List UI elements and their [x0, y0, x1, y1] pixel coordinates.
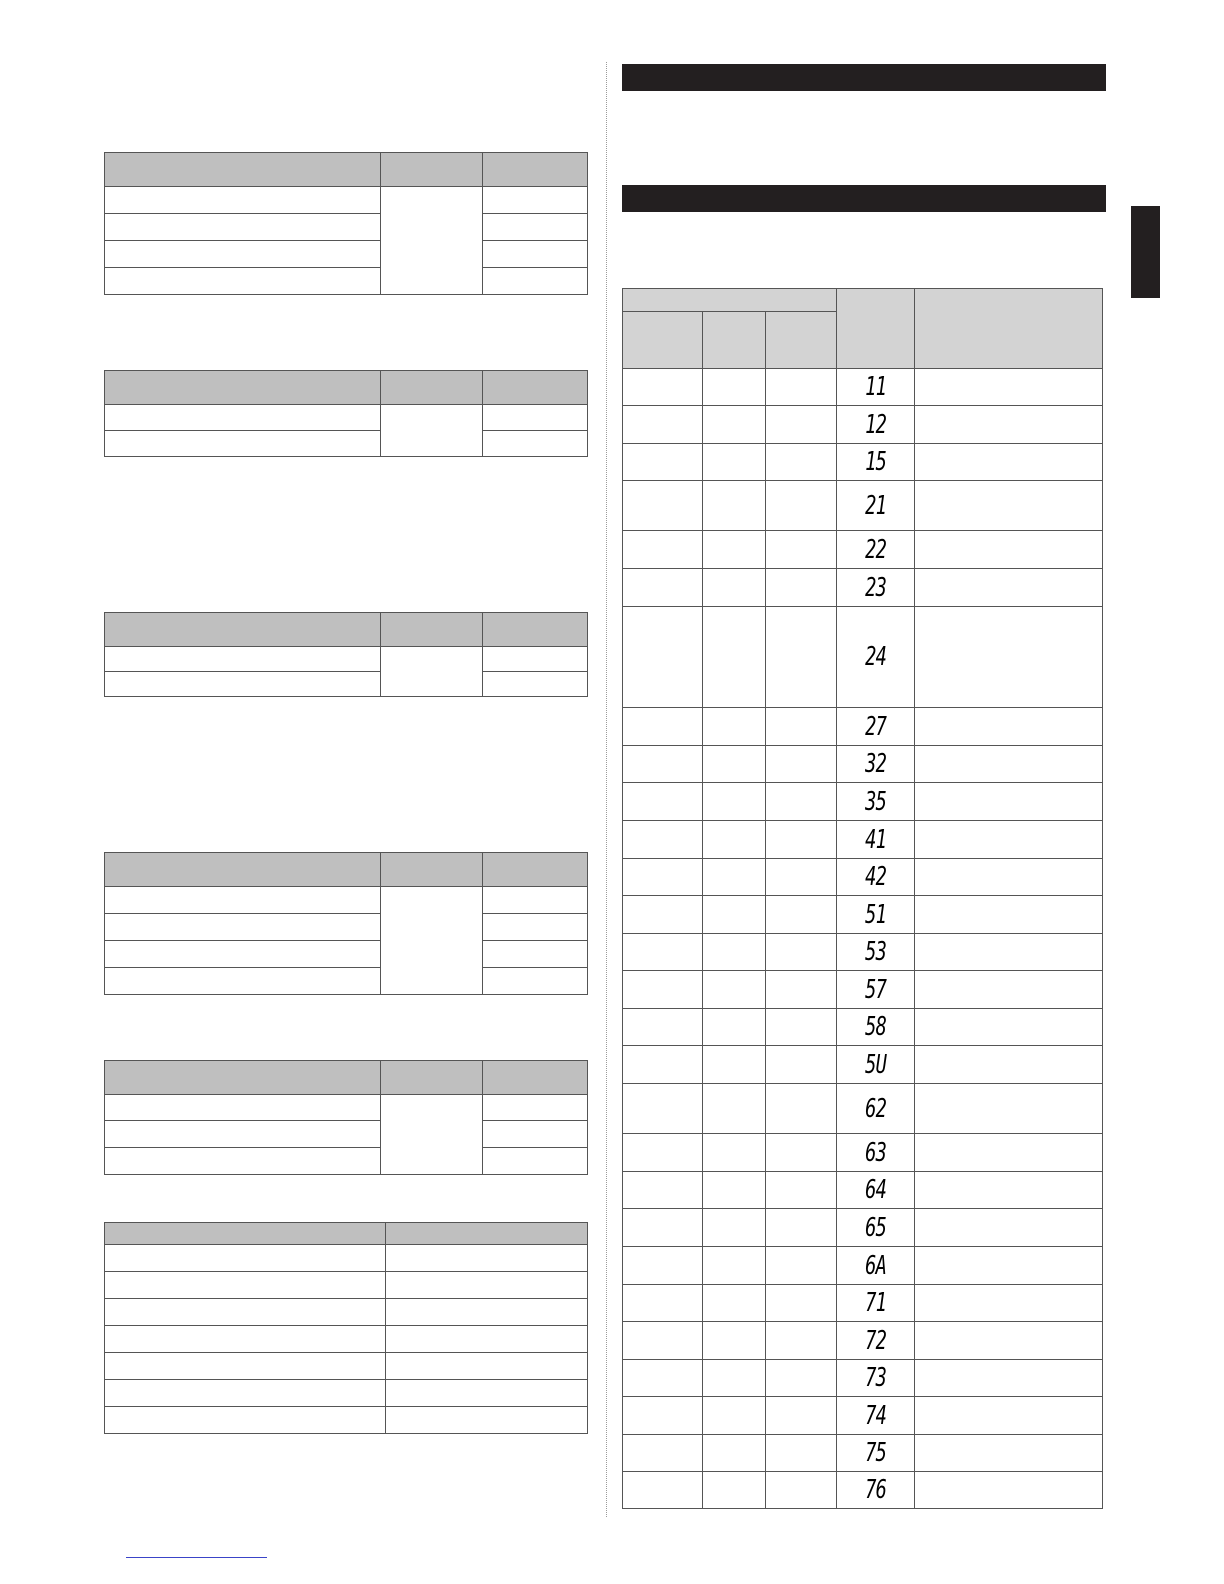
- table-row: [623, 1209, 1103, 1247]
- table-cell: [915, 1009, 1103, 1046]
- table-header-cell: [482, 1061, 587, 1095]
- error-code-cell: [837, 1172, 915, 1209]
- table-cell: [482, 1148, 587, 1175]
- section-heading-bar: [622, 64, 1106, 91]
- table-cell: [703, 1247, 766, 1285]
- table-cell: [703, 1322, 766, 1360]
- error-code: 76: [864, 1475, 887, 1505]
- table-cell: [623, 607, 703, 708]
- table-cell: [703, 607, 766, 708]
- table-cell: [915, 569, 1103, 607]
- table-cell: [105, 214, 381, 241]
- error-code: 12: [864, 409, 887, 440]
- error-code-cell: [837, 369, 915, 406]
- table-row: [623, 934, 1103, 971]
- error-code-cell: [837, 1285, 915, 1322]
- error-code-cell: [837, 569, 915, 607]
- table-cell: [766, 1209, 837, 1247]
- table-row: [623, 708, 1103, 746]
- table-cell: [703, 1397, 766, 1435]
- table-cell: [766, 531, 837, 569]
- error-code-cell: [837, 1472, 915, 1509]
- table-cell: [482, 968, 587, 995]
- table-cell: [703, 1134, 766, 1172]
- table-header-cell: [380, 613, 482, 647]
- table-cell: [766, 821, 837, 859]
- table-row: [623, 369, 1103, 406]
- table-cell: [105, 241, 381, 268]
- table-cell: [105, 431, 381, 457]
- table-row: [623, 783, 1103, 821]
- error-code-cell: [837, 1247, 915, 1285]
- table-cell: [623, 821, 703, 859]
- table-cell: [623, 1134, 703, 1172]
- error-code: 24: [864, 642, 887, 672]
- table-cell: [703, 1046, 766, 1084]
- table-cell: [915, 1322, 1103, 1360]
- table-row: [623, 406, 1103, 444]
- table-header-cell: [105, 153, 381, 187]
- table-cell: [105, 941, 381, 968]
- error-code-cell: [837, 481, 915, 531]
- table-cell: [766, 1435, 837, 1472]
- table-cell: [623, 708, 703, 746]
- table-cell: [915, 1046, 1103, 1084]
- table-cell: [623, 783, 703, 821]
- table-cell: [766, 783, 837, 821]
- table-row: [623, 1435, 1103, 1472]
- table-row: [623, 1285, 1103, 1322]
- error-code: 62: [864, 1093, 887, 1124]
- table-cell: [703, 746, 766, 783]
- table-cell: [766, 481, 837, 531]
- table-header-cell: [915, 289, 1103, 369]
- table-header-cell: [380, 153, 482, 187]
- table-header-cell: [623, 312, 703, 369]
- error-code: 22: [864, 534, 887, 565]
- error-code: 63: [864, 1137, 887, 1168]
- table-cell: [703, 821, 766, 859]
- table-cell: [766, 1134, 837, 1172]
- error-code: 71: [864, 1288, 887, 1318]
- table-cell: [105, 1326, 386, 1353]
- error-code: 58: [864, 1012, 887, 1042]
- table-cell: [766, 971, 837, 1009]
- error-code: 5U: [864, 1049, 887, 1080]
- table-cell: [703, 1472, 766, 1509]
- table-row: [623, 1084, 1103, 1134]
- error-code-cell: [837, 1397, 915, 1435]
- table-cell: [915, 531, 1103, 569]
- table-cell: [766, 607, 837, 708]
- table-cell: [105, 1299, 386, 1326]
- table-cell: [703, 406, 766, 444]
- error-code-cell: [837, 1084, 915, 1134]
- table-cell: [623, 1046, 703, 1084]
- table-cell: [766, 1172, 837, 1209]
- table-cell: [766, 708, 837, 746]
- error-code-cell: [837, 934, 915, 971]
- table-cell: [703, 896, 766, 934]
- table-cell: [482, 914, 587, 941]
- table-cell: [703, 783, 766, 821]
- table-cell: [105, 1121, 381, 1148]
- table-cell: [915, 1472, 1103, 1509]
- table-cell: [766, 1247, 837, 1285]
- table-cell: [703, 971, 766, 1009]
- table-row: [623, 1134, 1103, 1172]
- table-cell: [623, 569, 703, 607]
- table-cell: [766, 406, 837, 444]
- error-code: 15: [864, 447, 887, 477]
- table-row: [623, 569, 1103, 607]
- table-cell: [482, 268, 587, 295]
- error-code-cell: [837, 1322, 915, 1360]
- table-cell: [766, 1472, 837, 1509]
- table-cell: [703, 481, 766, 531]
- table-cell: [703, 369, 766, 406]
- table-cell: [623, 481, 703, 531]
- table-cell: [766, 444, 837, 481]
- table-cell: [915, 1209, 1103, 1247]
- table-cell: [915, 1285, 1103, 1322]
- table-header-cell: [482, 853, 587, 887]
- error-code-cell: [837, 444, 915, 481]
- table-cell: [105, 1245, 386, 1272]
- table-cell: [766, 1322, 837, 1360]
- table-cell: [105, 1353, 386, 1380]
- error-code: 53: [864, 937, 887, 967]
- table-cell: [915, 934, 1103, 971]
- table-cell: [623, 444, 703, 481]
- table-merged-cell: [380, 1095, 482, 1175]
- table-cell: [703, 708, 766, 746]
- table-cell: [623, 1084, 703, 1134]
- error-code: 65: [864, 1212, 887, 1243]
- error-code-cell: [837, 1360, 915, 1397]
- table-cell: [915, 1084, 1103, 1134]
- table-cell: [482, 405, 587, 431]
- spec-table-6: [104, 1222, 588, 1434]
- table-cell: [915, 369, 1103, 406]
- error-code: 11: [864, 372, 887, 402]
- error-code-cell: [837, 1046, 915, 1084]
- table-cell: [766, 1046, 837, 1084]
- table-cell: [623, 971, 703, 1009]
- table-header-cell: [105, 853, 381, 887]
- error-code: 73: [864, 1363, 887, 1393]
- table-cell: [623, 1172, 703, 1209]
- table-cell: [703, 569, 766, 607]
- table-cell: [703, 1009, 766, 1046]
- table-cell: [482, 241, 587, 268]
- table-header-cell: [623, 289, 837, 312]
- table-cell: [105, 1380, 386, 1407]
- table-cell: [385, 1353, 587, 1380]
- table-cell: [915, 1435, 1103, 1472]
- table-cell: [482, 1095, 587, 1121]
- spec-table-2: [104, 370, 588, 457]
- table-cell: [766, 1360, 837, 1397]
- table-cell: [766, 1285, 837, 1322]
- table-cell: [623, 1360, 703, 1397]
- footer-link-underline: [126, 1557, 267, 1558]
- table-cell: [385, 1326, 587, 1353]
- table-row: [623, 746, 1103, 783]
- table-cell: [915, 1397, 1103, 1435]
- table-cell: [482, 431, 587, 457]
- table-cell: [105, 672, 381, 697]
- table-cell: [105, 268, 381, 295]
- error-code-cell: [837, 1209, 915, 1247]
- table-row: [623, 1322, 1103, 1360]
- table-cell: [915, 896, 1103, 934]
- table-cell: [385, 1272, 587, 1299]
- error-code-cell: [837, 406, 915, 444]
- table-cell: [482, 941, 587, 968]
- error-code: 27: [864, 711, 887, 742]
- table-merged-cell: [380, 187, 482, 295]
- spec-table-1: [104, 152, 588, 295]
- table-cell: [766, 1084, 837, 1134]
- column-divider: [606, 62, 607, 1517]
- error-code-cell: [837, 821, 915, 859]
- table-cell: [915, 444, 1103, 481]
- table-row: [623, 1360, 1103, 1397]
- table-cell: [482, 187, 587, 214]
- table-header-cell: [105, 613, 381, 647]
- table-cell: [105, 405, 381, 431]
- table-cell: [482, 672, 587, 697]
- error-code: 74: [864, 1400, 887, 1431]
- table-cell: [623, 859, 703, 896]
- error-code-cell: [837, 896, 915, 934]
- table-cell: [766, 569, 837, 607]
- table-cell: [105, 914, 381, 941]
- table-header-cell: [482, 371, 587, 405]
- error-code-cell: [837, 746, 915, 783]
- error-code-table: [622, 288, 1103, 1509]
- table-row: [623, 607, 1103, 708]
- table-cell: [482, 1121, 587, 1148]
- table-cell: [105, 647, 381, 672]
- table-cell: [105, 887, 381, 914]
- table-cell: [623, 369, 703, 406]
- table-cell: [766, 746, 837, 783]
- table-cell: [915, 1172, 1103, 1209]
- table-cell: [703, 859, 766, 896]
- table-row: [623, 859, 1103, 896]
- table-cell: [915, 406, 1103, 444]
- error-code-cell: [837, 607, 915, 708]
- table-cell: [703, 1084, 766, 1134]
- table-cell: [385, 1380, 587, 1407]
- table-cell: [623, 1322, 703, 1360]
- table-row: [623, 896, 1103, 934]
- table-cell: [105, 1148, 381, 1175]
- error-code: 6A: [864, 1250, 887, 1281]
- error-code-cell: [837, 783, 915, 821]
- table-cell: [915, 607, 1103, 708]
- table-cell: [623, 1247, 703, 1285]
- spec-table-4: [104, 852, 588, 995]
- error-code-cell: [837, 1435, 915, 1472]
- table-cell: [482, 887, 587, 914]
- table-cell: [385, 1407, 587, 1434]
- table-cell: [766, 1397, 837, 1435]
- table-header-cell: [380, 853, 482, 887]
- table-cell: [482, 647, 587, 672]
- error-code: 42: [864, 862, 887, 892]
- table-cell: [703, 1435, 766, 1472]
- table-cell: [385, 1299, 587, 1326]
- table-cell: [623, 746, 703, 783]
- table-cell: [766, 369, 837, 406]
- table-cell: [703, 934, 766, 971]
- error-code: 23: [864, 572, 887, 603]
- table-cell: [482, 214, 587, 241]
- table-cell: [105, 968, 381, 995]
- table-header-cell: [105, 371, 381, 405]
- table-row: [623, 821, 1103, 859]
- spec-table-5: [104, 1060, 588, 1175]
- table-cell: [915, 1247, 1103, 1285]
- table-cell: [915, 971, 1103, 1009]
- table-cell: [105, 1272, 386, 1299]
- table-row: [623, 1247, 1103, 1285]
- table-cell: [703, 1285, 766, 1322]
- table-row: [623, 1472, 1103, 1509]
- table-cell: [915, 1134, 1103, 1172]
- error-code: 21: [864, 490, 887, 521]
- table-row: [623, 481, 1103, 531]
- error-code: 51: [864, 899, 887, 930]
- table-row: [623, 971, 1103, 1009]
- error-code: 72: [864, 1325, 887, 1356]
- table-cell: [623, 1472, 703, 1509]
- spec-table-3: [104, 612, 588, 697]
- error-code: 75: [864, 1438, 887, 1468]
- table-cell: [766, 859, 837, 896]
- table-cell: [703, 531, 766, 569]
- table-cell: [105, 1407, 386, 1434]
- table-cell: [915, 746, 1103, 783]
- table-cell: [915, 821, 1103, 859]
- table-header-cell: [837, 289, 915, 369]
- table-merged-cell: [380, 405, 482, 457]
- error-code-cell: [837, 1009, 915, 1046]
- table-merged-cell: [380, 887, 482, 995]
- table-header-cell: [766, 312, 837, 369]
- error-code: 35: [864, 786, 887, 817]
- table-row: [623, 1172, 1103, 1209]
- table-header-cell: [482, 153, 587, 187]
- table-row: [623, 531, 1103, 569]
- table-row: [623, 1397, 1103, 1435]
- table-row: [623, 444, 1103, 481]
- table-row: [623, 1009, 1103, 1046]
- error-code-cell: [837, 859, 915, 896]
- table-cell: [915, 1360, 1103, 1397]
- table-header-cell: [482, 613, 587, 647]
- error-code-cell: [837, 531, 915, 569]
- error-code-rows: [623, 369, 1103, 1509]
- table-header-cell: [105, 1061, 381, 1095]
- error-code: 41: [864, 824, 887, 855]
- table-cell: [623, 406, 703, 444]
- table-cell: [623, 531, 703, 569]
- table-merged-cell: [380, 647, 482, 697]
- error-code: 64: [864, 1175, 887, 1205]
- side-index-tab: [1131, 206, 1160, 298]
- table-header-cell: [105, 1223, 386, 1245]
- table-header-cell: [385, 1223, 587, 1245]
- error-code-cell: [837, 971, 915, 1009]
- error-code-cell: [837, 1134, 915, 1172]
- table-cell: [623, 934, 703, 971]
- table-cell: [703, 444, 766, 481]
- error-code-cell: [837, 708, 915, 746]
- section-heading-bar: [622, 185, 1106, 212]
- table-cell: [623, 896, 703, 934]
- table-cell: [915, 708, 1103, 746]
- table-cell: [703, 1209, 766, 1247]
- table-cell: [385, 1245, 587, 1272]
- table-cell: [915, 481, 1103, 531]
- table-cell: [915, 859, 1103, 896]
- table-row: [623, 1046, 1103, 1084]
- table-header-cell: [703, 312, 766, 369]
- error-code: 32: [864, 749, 887, 779]
- table-cell: [915, 783, 1103, 821]
- table-cell: [623, 1009, 703, 1046]
- table-cell: [623, 1397, 703, 1435]
- table-cell: [623, 1435, 703, 1472]
- table-cell: [105, 1095, 381, 1121]
- table-cell: [766, 1009, 837, 1046]
- table-cell: [766, 934, 837, 971]
- table-cell: [766, 896, 837, 934]
- table-cell: [703, 1172, 766, 1209]
- table-header-cell: [380, 371, 482, 405]
- table-cell: [623, 1209, 703, 1247]
- table-cell: [105, 187, 381, 214]
- table-header-cell: [380, 1061, 482, 1095]
- error-code: 57: [864, 974, 887, 1005]
- table-cell: [703, 1360, 766, 1397]
- table-cell: [623, 1285, 703, 1322]
